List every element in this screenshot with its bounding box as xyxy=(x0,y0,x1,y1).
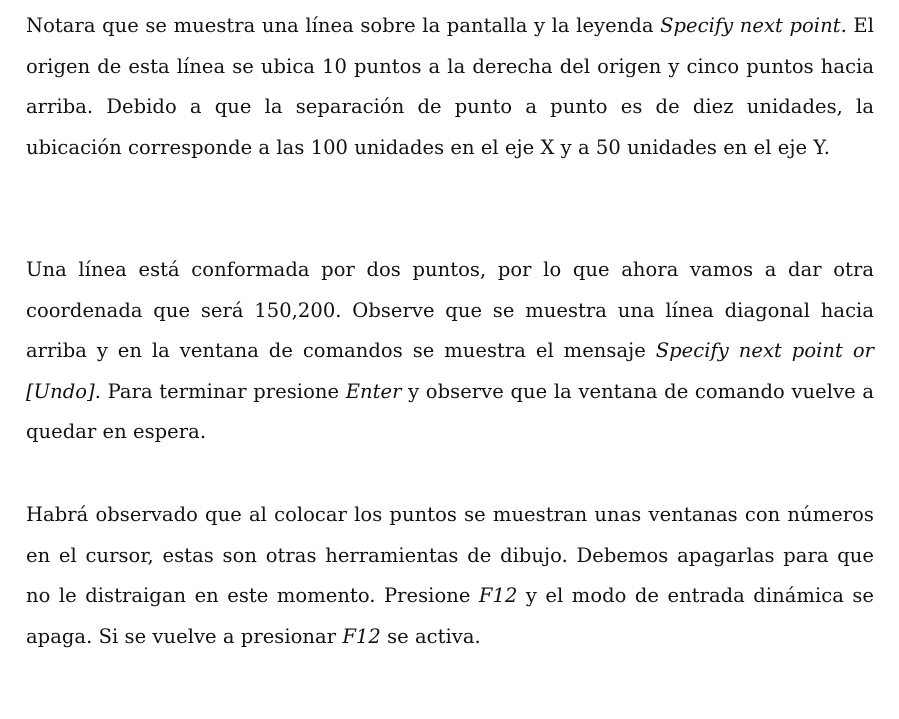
paragraph-2-italic-specify-next-point-or-undo: Specify next point or [Undo]. xyxy=(26,339,874,403)
paragraph-3-text-3: se activa. xyxy=(380,624,481,648)
paragraph-1-text-1: Notara que se muestra una línea sobre la pantalla y la leyenda xyxy=(26,14,661,37)
paragraph-1-text-2: El origen de esta línea se ubica 10 puntos a la derecha del origen y cinco puntos hacia arriba. Debido a que la separación de punto a punto es de diez unidades, la ubicación corresponde a las 100 unidades en el eje X y a 50 unidades en el eje Y. xyxy=(26,14,874,159)
paragraph-3-italic-f12-second: F12 xyxy=(342,624,381,648)
paragraph-3-italic-f12-first: F12 xyxy=(478,584,518,607)
paragraph-3-text-1: Habrá observado que al colocar los puntos se muestran unas ventanas con números en el cursor, estas son otras herramientas de dibujo. Debemos apagarlas para que no le distraigan en este momento. Presione xyxy=(26,503,874,607)
paragraph-2-text-3: y observe que la ventana de comando vuelve a quedar en espera. xyxy=(26,379,874,443)
paragraph-1-italic-specify-next-point: Specify next point. xyxy=(660,14,847,37)
paragraph-2 xyxy=(26,250,874,453)
paragraph-2-text-1: Una línea está conformada por dos puntos, por lo que ahora vamos a dar otra coordenada que será 150,200. Observe que se muestra una línea diagonal hacia arriba y en la ventana de comandos se muestra el mensaje xyxy=(26,258,874,362)
paragraph-1 xyxy=(26,6,874,168)
paragraph-3 xyxy=(26,495,874,657)
paragraph-2-text-2: Para terminar presione xyxy=(100,379,346,403)
paragraph-2-italic-enter: Enter xyxy=(345,379,402,403)
paragraph-3-text-2: y el modo de entrada dinámica se apaga. Si se vuelve a presionar xyxy=(26,584,874,648)
